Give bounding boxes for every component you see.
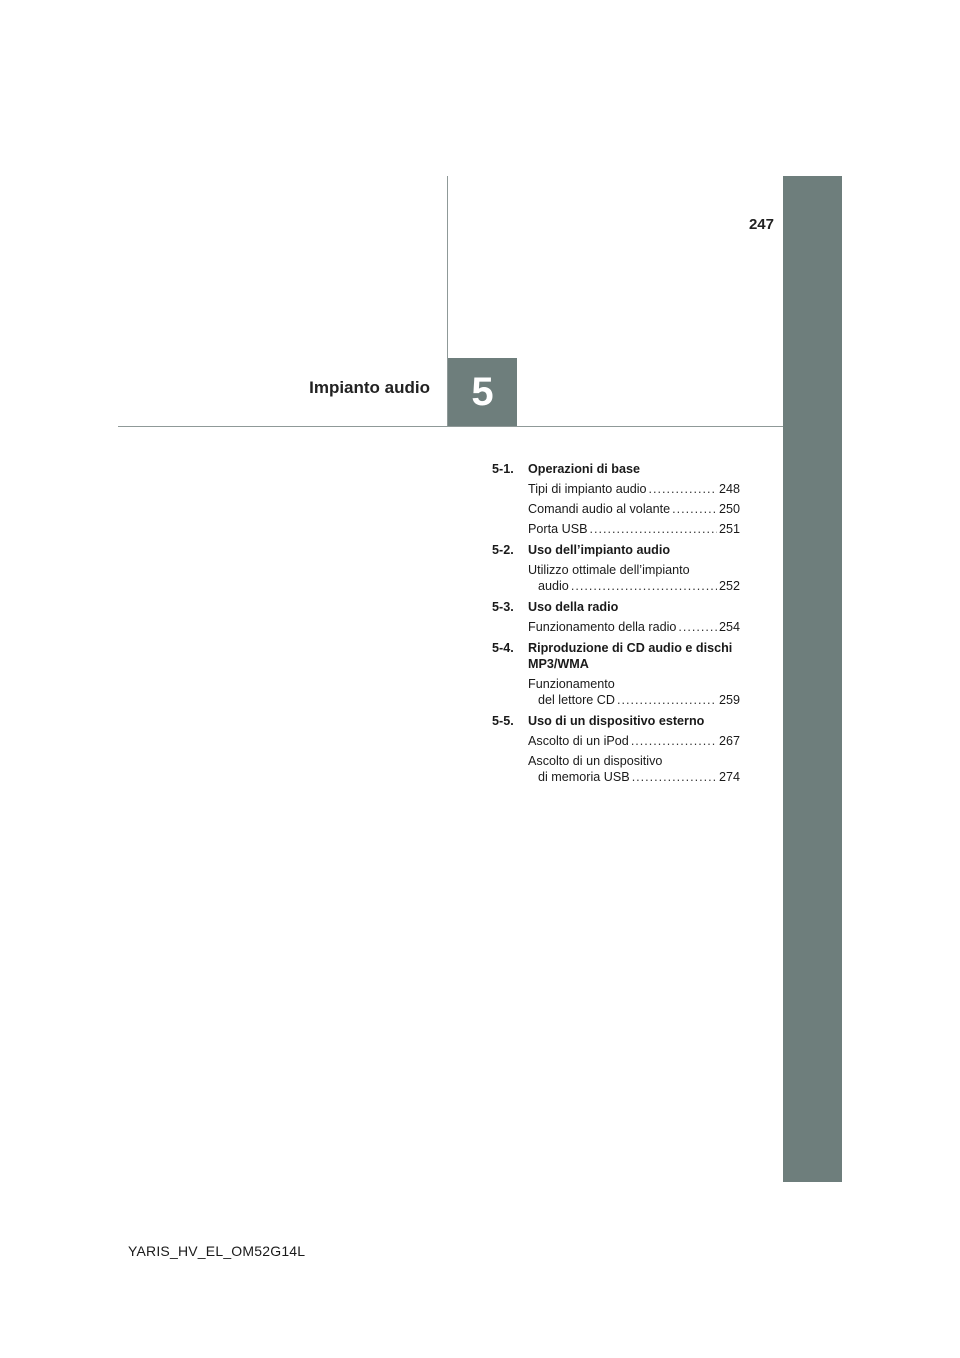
page-number: 247 xyxy=(748,216,774,233)
toc-section-number: 5-3. xyxy=(492,600,514,614)
toc-section-title: Riproduzione di CD audio e dischi MP3/WMA xyxy=(528,641,733,671)
toc-entry-page: 267 xyxy=(718,734,740,748)
toc-entry-text: Ascolto di un iPod xyxy=(528,734,629,748)
toc-entry-text: Porta USB xyxy=(528,522,588,536)
toc-entry[interactable] xyxy=(528,501,740,517)
toc-section-heading[interactable] xyxy=(492,599,740,615)
toc-section xyxy=(492,461,740,537)
toc-entry[interactable] xyxy=(528,619,740,635)
toc-entry[interactable] xyxy=(528,562,740,594)
toc-entry-text: Utilizzo ottimale dell’impianto xyxy=(528,563,690,577)
toc-entry[interactable] xyxy=(528,753,740,785)
document-code-footer: YARIS_HV_EL_OM52G14L xyxy=(128,1243,306,1259)
chapter-side-tab xyxy=(783,176,842,1182)
toc-entry-page: 254 xyxy=(718,620,740,634)
toc-section-title: Operazioni di base xyxy=(528,462,640,476)
dot-leader xyxy=(631,733,717,749)
toc-entry-text: di memoria USB xyxy=(538,770,630,784)
toc-section-heading[interactable] xyxy=(492,640,740,672)
toc-section xyxy=(492,713,740,785)
toc-entry[interactable] xyxy=(528,733,740,749)
toc-section xyxy=(492,599,740,635)
toc-section xyxy=(492,640,740,708)
chapter-number-box xyxy=(448,358,517,426)
toc-entry-text: Funzionamento della radio xyxy=(528,620,677,634)
horizontal-divider xyxy=(118,426,783,427)
chapter-number: 5 xyxy=(471,369,494,414)
dot-leader xyxy=(649,481,717,497)
toc-entry-text: Funzionamento xyxy=(528,677,615,691)
dot-leader xyxy=(617,692,717,708)
toc-section-number: 5-5. xyxy=(492,714,514,728)
toc-section-number: 5-1. xyxy=(492,462,514,476)
toc-section-title: Uso della radio xyxy=(528,600,619,614)
chapter-title: Impianto audio xyxy=(309,378,430,397)
toc-entry-page: 250 xyxy=(718,502,740,516)
toc-entry-text: audio xyxy=(538,579,569,593)
toc-entry[interactable] xyxy=(528,521,740,537)
dot-leader xyxy=(678,619,717,635)
table-of-contents xyxy=(492,461,740,790)
toc-entry[interactable] xyxy=(528,481,740,497)
toc-section-number: 5-2. xyxy=(492,543,514,557)
toc-entry-page: 248 xyxy=(718,482,740,496)
toc-entry-text: Tipi di impianto audio xyxy=(528,482,647,496)
toc-entry-text: Comandi audio al volante xyxy=(528,502,671,516)
dot-leader xyxy=(590,521,717,537)
toc-entry[interactable] xyxy=(528,676,740,708)
dot-leader xyxy=(571,578,717,594)
toc-section-heading[interactable] xyxy=(492,713,740,729)
toc-section-number: 5-4. xyxy=(492,641,514,655)
toc-entry-text: Ascolto di un dispositivo xyxy=(528,754,663,768)
toc-entry-page: 252 xyxy=(718,579,740,593)
toc-section-heading[interactable] xyxy=(492,461,740,477)
toc-entry-text: del lettore CD xyxy=(538,693,615,707)
toc-section-heading[interactable] xyxy=(492,542,740,558)
dot-leader xyxy=(632,769,717,785)
toc-entry-page: 251 xyxy=(718,522,740,536)
toc-section-title: Uso dell’impianto audio xyxy=(528,543,671,557)
toc-entry-page: 259 xyxy=(718,693,740,707)
dot-leader xyxy=(672,501,717,517)
toc-entry-page: 274 xyxy=(718,770,740,784)
toc-section-title: Uso di un dispositivo esterno xyxy=(528,714,705,728)
toc-section xyxy=(492,542,740,594)
